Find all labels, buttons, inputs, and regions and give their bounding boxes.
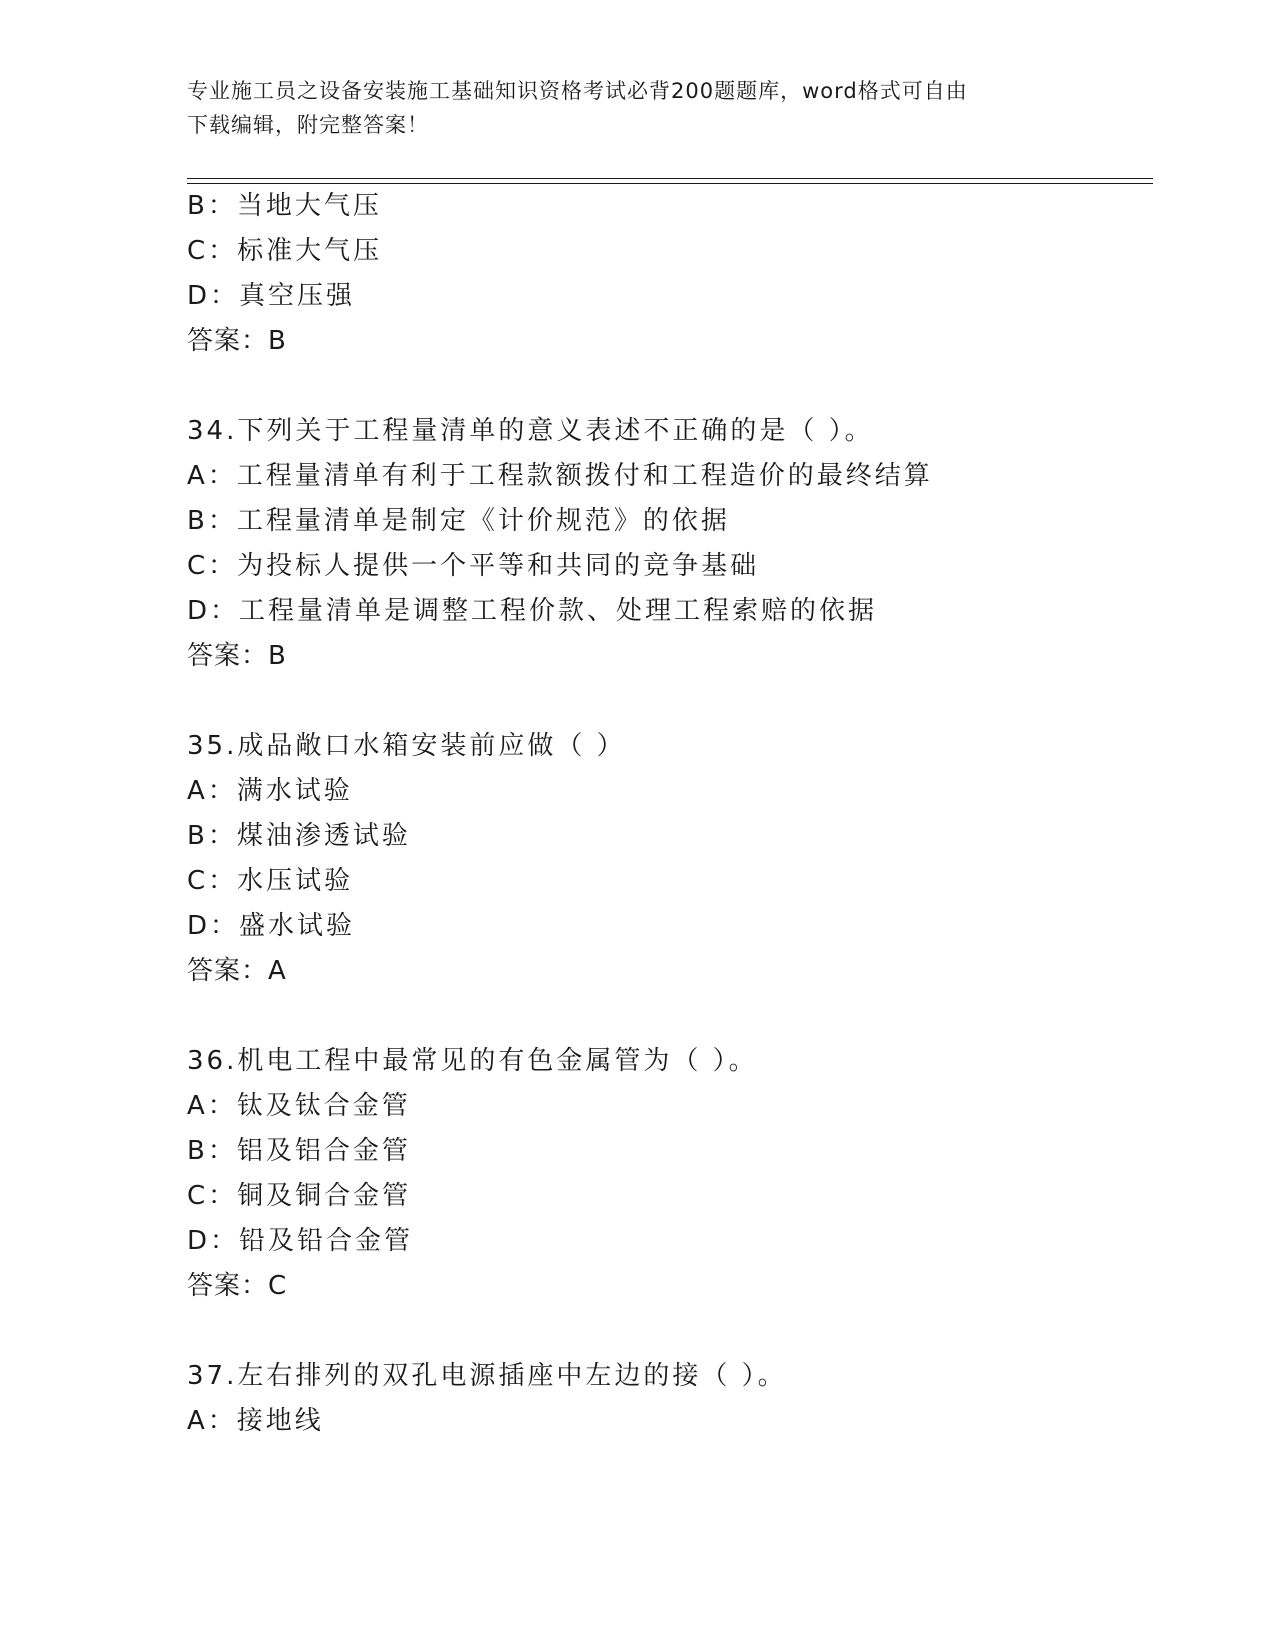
option-d: D：铅及铅合金管	[187, 1226, 414, 1256]
answer: 答案：B	[187, 326, 287, 356]
option-c: C：水压试验	[187, 866, 354, 896]
header-line-1: 专业施工员之设备安装施工基础知识资格考试必背200题题库，word格式可自由	[187, 79, 968, 103]
question-stem: 36.机电工程中最常见的有色金属管为（ ）。	[187, 1046, 758, 1076]
answer: 答案：A	[187, 956, 287, 986]
option-b: B：煤油渗透试验	[187, 821, 411, 851]
option-b: B：铝及铝合金管	[187, 1136, 411, 1166]
option-c: C：标准大气压	[187, 236, 383, 266]
header-divider-top	[187, 178, 1153, 179]
option-c: C：铜及铜合金管	[187, 1181, 412, 1211]
document-header	[187, 74, 1087, 142]
option-d: D：工程量清单是调整工程价款、处理工程索赔的依据	[187, 596, 878, 626]
option-d: D：盛水试验	[187, 911, 356, 941]
option-a: A：钛及钛合金管	[187, 1091, 411, 1121]
question-stem: 35.成品敞口水箱安装前应做（ ）	[187, 731, 626, 761]
header-divider-bottom	[187, 183, 1153, 184]
question-stem: 34.下列关于工程量清单的意义表述不正确的是（ ）。	[187, 416, 874, 446]
option-d: D：真空压强	[187, 281, 356, 311]
option-c: C：为投标人提供一个平等和共同的竞争基础	[187, 551, 760, 581]
option-a: A：接地线	[187, 1406, 324, 1436]
option-a: A：满水试验	[187, 776, 353, 806]
answer: 答案：C	[187, 1271, 288, 1301]
answer: 答案：B	[187, 641, 287, 671]
option-b: B：当地大气压	[187, 191, 382, 221]
option-a: A：工程量清单有利于工程款额拨付和工程造价的最终结算	[187, 461, 933, 491]
question-stem: 37.左右排列的双孔电源插座中左边的接（ ）。	[187, 1361, 787, 1391]
header-line-2: 下载编辑，附完整答案！	[187, 113, 429, 137]
option-b: B：工程量清单是制定《计价规范》的依据	[187, 506, 730, 536]
